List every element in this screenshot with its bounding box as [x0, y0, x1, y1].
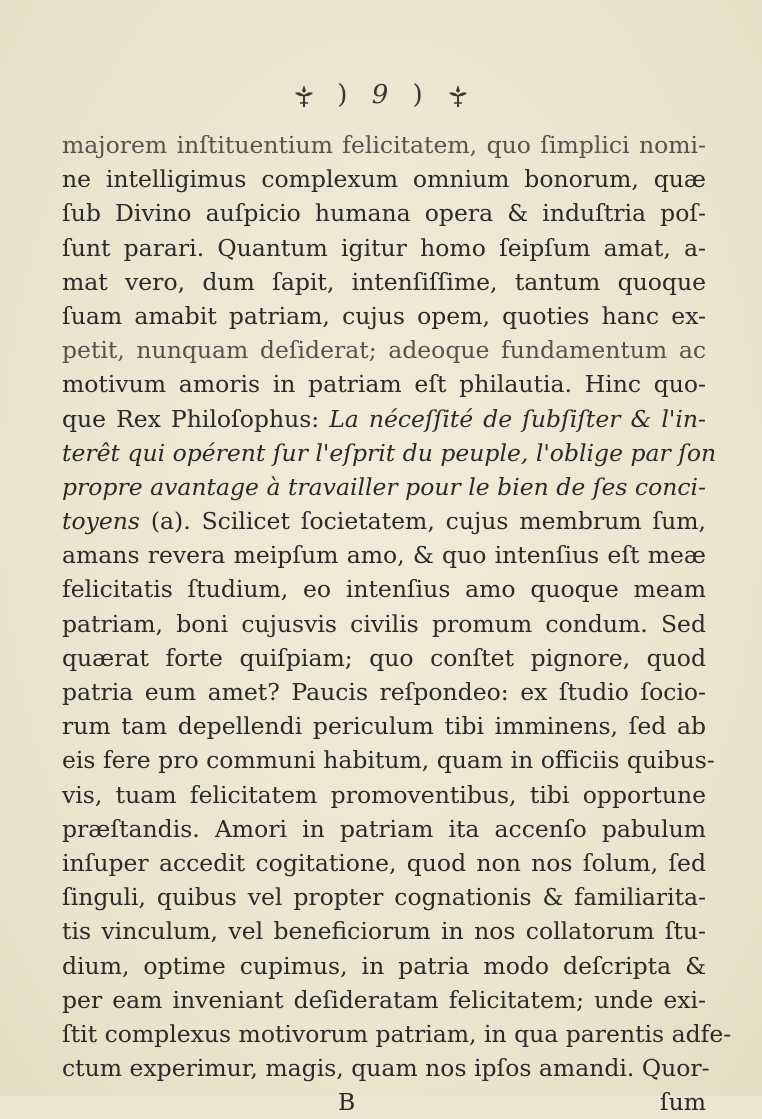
text-line: ſuam amabit patriam, cujus opem, quoties hanc ex- — [62, 301, 706, 330]
header-paren-right: ) — [412, 80, 425, 110]
text-line: patria eum amet? Paucis reſpondeo: ex ſtudio ſocio- — [62, 678, 706, 706]
text-line: ctum experimur, magis, quam nos ipſos amandi. Quor- — [62, 1054, 710, 1083]
text-line: inſuper accedit cogitatione, quod non nos ſolum, ſed — [62, 848, 706, 877]
text-line: terêt qui opérent ſur l'eſprit du peuple, l'oblige par ſon — [62, 438, 717, 467]
text-line: felicitatis ſtudium, eo intenſius amo quoque meam — [62, 575, 706, 604]
running-header — [0, 80, 762, 110]
text-line: rum tam depellendi periculum tibi imminens, ſed ab — [62, 712, 706, 741]
text-line: patriam, boni cujusvis civilis promum condum. Sed — [62, 609, 706, 638]
text-line: ne intelligimus complexum omnium bonorum, quæ — [62, 165, 706, 194]
text-line: ſub Divino auſpicio humana opera & induſtria poſ- — [62, 199, 706, 228]
header-paren-left: ) — [337, 80, 350, 110]
body-text — [62, 128, 732, 1119]
text-line: tis vinculum, vel beneficiorum in nos collatorum ſtu- — [62, 917, 706, 946]
text-line: præſtandis. Amori in patriam ita accenſo pabulum — [62, 814, 706, 843]
page-number: 9 — [371, 80, 391, 110]
text-line: propre avantage à travailler pour le bien de ſes conci- — [62, 472, 706, 501]
page-footer — [62, 1085, 706, 1119]
text-line: motivum amoris in patriam eſt philautia. Hinc quo- — [62, 370, 706, 399]
text-line: que Rex Philoſophus: La néceſſité de ſubſiſter & l'in- — [62, 404, 706, 433]
text-line: petit, nunquam deſiderat; adeoque fundamentum ac — [62, 336, 706, 365]
text-line: toyens (a). Scilicet ſocietatem, cujus membrum ſum, — [62, 507, 706, 536]
signature-mark: B — [338, 1088, 356, 1117]
text-line: mat vero, dum ſapit, intenſiſſime, tantum quoque — [62, 267, 706, 296]
text-line: per eam inveniant deſideratam felicitatem; unde exi- — [62, 985, 706, 1014]
ornament-left-icon — [293, 80, 315, 110]
text-line: vis, tuam felicitatem promoventibus, tibi opportune — [62, 780, 706, 809]
text-line: eis fere pro communi habitum, quam in officiis quibus- — [62, 746, 715, 775]
ornament-right-icon — [447, 80, 469, 110]
text-line: dium, optime cupimus, in patria modo deſcripta & — [62, 951, 706, 980]
text-line: ſinguli, quibus vel propter cognationis & familiarita- — [62, 883, 706, 912]
text-line: ſunt parari. Quantum igitur homo ſeipſum amat, a- — [62, 233, 706, 262]
text-line: ſtit complexus motivorum patriam, in qua parentis adfe- — [62, 1019, 732, 1048]
catchword: ſum — [659, 1088, 706, 1117]
text-line: amans revera meipſum amo, & quo intenſius eſt meæ — [62, 541, 706, 570]
text-line: quærat forte quiſpiam; quo conſtet pignore, quod — [62, 643, 706, 672]
text-line: majorem inſtituentium felicitatem, quo ſimplici nomi- — [62, 131, 706, 159]
